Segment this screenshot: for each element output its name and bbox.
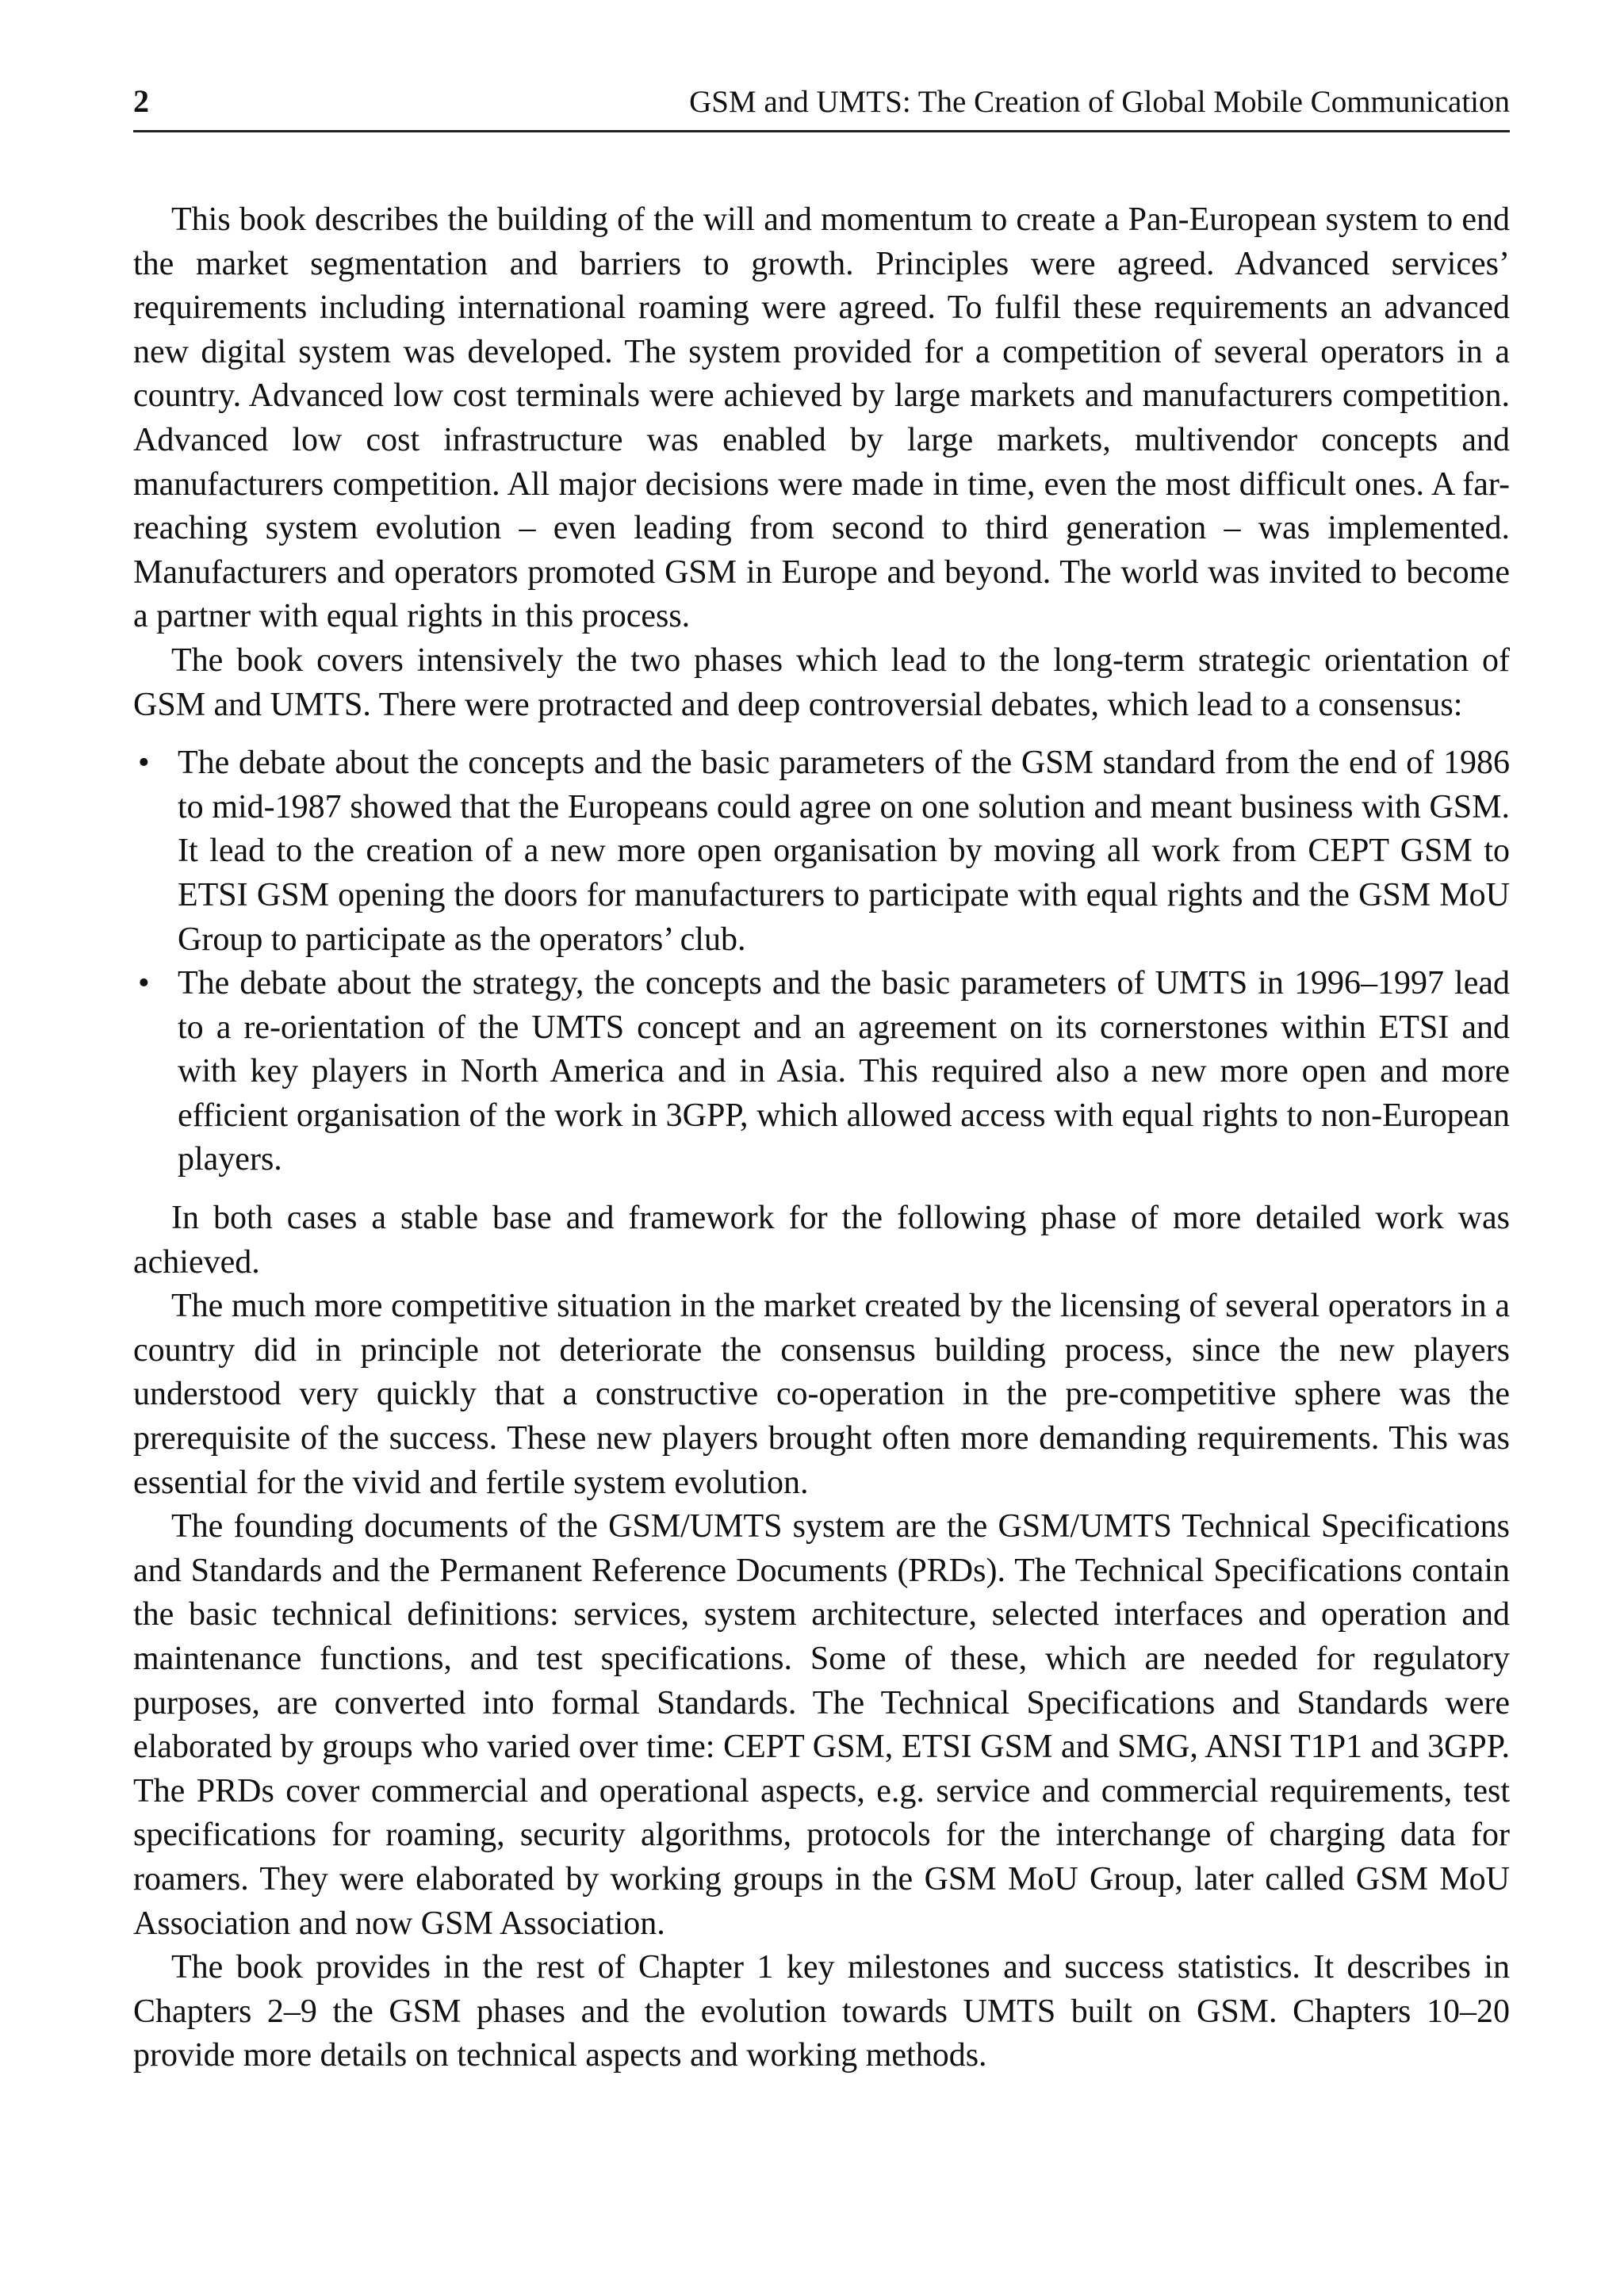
bullet-icon: • [138,745,150,782]
bullet-icon: • [138,965,150,1002]
running-header [133,82,1510,132]
paragraph: The much more competitive situation in the market created by the licensing of several operators in a country did in principle not deteriorate the consensus building process, since the new players understood very quickly that a constructive co-operation in the pre-competitive sphere was the prerequisite of the success. These new players brought often more demanding requirements. This was essential for the vivid and fertile system evolution. [133,1288,1510,1501]
list-item-text: The debate about the concepts and the basic parameters of the GSM standard from the end of 1986 to mid-1987 showed that the Europeans could agree on one solution and meant business with GSM. It lead to the creation of a new more open organisation by moving all work from CEPT GSM to ETSI GSM opening the doors for manufacturers to participate with equal rights and the GSM MoU Group to participate as the operators’ club. [178,745,1510,958]
list-item-text: The debate about the strategy, the concepts and the basic parameters of UMTS in 1996–1997 lead to a re-orientation of the UMTS concept and an agreement on its cornerstones within ETSI and with key players in North America and in Asia. This required also a new more open and more efficient organisation of the work in 3GPP, which allowed access with equal rights to non-European players. [178,965,1510,1178]
page-number: 2 [133,83,149,119]
bullet-list [133,741,1510,1182]
paragraph: This book describes the building of the will and momentum to create a Pan-European system to end the market segmentation and barriers to growth. Principles were agreed. Advanced services’ requirements including international roaming were agreed. To fulfil these requirements an advanced new digital system was developed. The system provided for a competition of several operators in a country. Advanced low cost terminals were achieved by large markets and manufacturers competition. Advanced low cost infrastructure was enabled by large markets, multivendor concepts and manufacturers competition. All major decisions were made in time, even the most difficult ones. A far-reaching system evolution – even leading from second to third generation – was implemented. Manufacturers and operators promoted GSM in Europe and beyond. The world was invited to become a partner with equal rights in this process. [133,201,1510,635]
paragraph: In both cases a stable base and framework for the following phase of more detailed work was achieved. [133,1200,1510,1281]
list-item [133,741,1510,962]
paragraph: The founding documents of the GSM/UMTS system are the GSM/UMTS Technical Specifications and Standards and the Permanent Reference Documents (PRDs). The Technical Specifications contain the basic technical definitions: services, system architecture, selected interfaces and operation and maintenance functions, and test specifications. Some of these, which are needed for regulatory purposes, are converted into formal Standards. The Technical Specifications and Standards were elaborated by groups who varied over time: CEPT GSM, ETSI GSM and SMG, ANSI T1P1 and 3GPP. The PRDs cover commercial and operational aspects, e.g. service and commercial requirements, test specifications for roaming, security algorithms, protocols for the interchange of charging data for roamers. They were elaborated by working groups in the GSM MoU Group, later called GSM MoU Association and now GSM Association. [133,1508,1510,1942]
running-title: GSM and UMTS: The Creation of Global Mobile Communication [689,85,1510,119]
paragraph: The book provides in the rest of Chapter 1 key milestones and success statistics. It describes in Chapters 2–9 the GSM phases and the evolution towards UMTS built on GSM. Chapters 10–20 provide more details on technical aspects and working methods. [133,1949,1510,2074]
page-body [133,198,1510,2078]
paragraph: The book covers intensively the two phases which lead to the long-term strategic orientation of GSM and UMTS. There were protracted and deep controversial debates, which lead to a consensus: [133,641,1510,723]
list-item [133,962,1510,1182]
